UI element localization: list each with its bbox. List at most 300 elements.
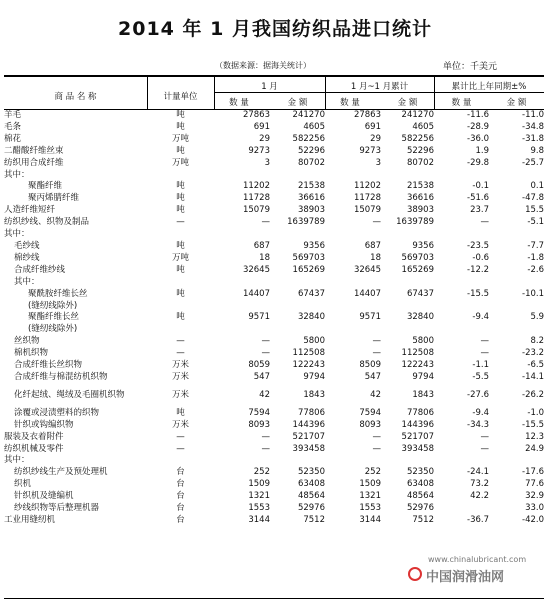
row-jan-qty: 3 [264, 157, 270, 168]
table-row [4, 467, 544, 479]
table-row [4, 503, 544, 515]
row-jan-amt: 393458 [292, 443, 325, 454]
row-jan-qty: 11728 [242, 193, 270, 204]
row-jan-amt: 9794 [303, 371, 325, 382]
row-yoy-amt [489, 324, 544, 336]
row-yoy-amt: -6.5 [527, 360, 544, 371]
row-name: 其中： [4, 229, 30, 240]
row-jan-qty: 9273 [248, 145, 270, 156]
table-row [4, 312, 544, 324]
row-cum-amt: 21538 [406, 181, 434, 192]
row-cum-amt [381, 170, 434, 182]
row-name: 其中： [4, 169, 30, 180]
row-cum-qty: 15079 [353, 205, 381, 216]
row-name: 合成纤维长丝织物 [14, 360, 83, 371]
table-row [4, 158, 544, 170]
table-row [4, 253, 544, 265]
row-name: 纺织纱线生产及预处理机 [14, 467, 108, 478]
table-row [4, 372, 544, 384]
row-cum-amt [381, 301, 434, 313]
row-cum-amt [381, 455, 434, 467]
row-jan-amt: 63408 [297, 479, 325, 490]
row-yoy-qty [434, 503, 489, 515]
row-cum-qty: 8509 [359, 360, 381, 371]
header-mid-rule [214, 92, 544, 93]
row-cum-amt: 52296 [406, 145, 434, 156]
row-unit: 吨 [176, 407, 185, 418]
row-yoy-qty: 73.2 [470, 479, 489, 490]
row-name: 服装及衣着附件 [4, 431, 64, 442]
row-jan-qty: 1553 [248, 503, 270, 514]
row-yoy-amt: 5.9 [530, 312, 544, 323]
header-yoy-qty: 数 量 [451, 98, 472, 108]
row-name: 毛纱线 [14, 240, 40, 251]
row-yoy-amt [489, 301, 544, 313]
table-row [4, 241, 544, 253]
row-cum-qty: 18 [370, 252, 381, 263]
row-cum-qty: 1553 [359, 503, 381, 514]
row-jan-amt: 52296 [297, 145, 325, 156]
row-jan-qty [214, 324, 270, 336]
unit-note: 单位：千美元 [443, 62, 498, 72]
row-cum-qty: 9273 [359, 145, 381, 156]
row-yoy-amt: 32.9 [525, 491, 544, 502]
row-cum-qty: — [372, 348, 381, 359]
row-unit: 吨 [176, 312, 185, 323]
row-yoy-amt [489, 455, 544, 467]
row-yoy-amt: -2.6 [527, 264, 544, 275]
row-cum-qty [325, 277, 381, 289]
watermark-logo-icon [408, 567, 422, 581]
row-name: 纺织用合成纤维 [4, 157, 64, 168]
row-jan-amt: 9356 [303, 240, 325, 251]
watermark-url: www.chinalubricant.com [428, 555, 527, 564]
table-row [4, 479, 544, 491]
row-yoy-amt: 77.6 [525, 479, 544, 490]
row-cum-qty: 547 [364, 371, 381, 382]
row-yoy-qty: -36.0 [467, 133, 489, 144]
table-row [4, 289, 544, 301]
table-row [4, 217, 544, 229]
row-jan-qty: 252 [253, 467, 270, 478]
row-yoy-qty: -29.8 [467, 157, 489, 168]
page-title: 2014 年 1 月我国纺织品进口统计 [118, 18, 432, 40]
row-unit: 万吨 [171, 252, 189, 263]
row-jan-qty: 8059 [248, 360, 270, 371]
table-top-rule [4, 75, 544, 77]
row-jan-amt: 48564 [297, 491, 325, 502]
row-cum-amt: 241270 [401, 110, 434, 120]
table-row [4, 146, 544, 158]
row-cum-amt [381, 229, 434, 241]
row-cum-qty [325, 229, 381, 241]
row-cum-amt: 77806 [406, 407, 434, 418]
table-row [4, 491, 544, 503]
row-cum-amt: 165269 [401, 264, 434, 275]
row-yoy-qty: -23.5 [467, 240, 489, 251]
row-cum-qty: 27863 [353, 110, 381, 120]
row-cum-amt: 122243 [401, 360, 434, 371]
import-stats-table [4, 110, 544, 527]
row-jan-qty [214, 301, 270, 313]
row-cum-amt: 1843 [412, 389, 434, 400]
row-yoy-qty [434, 324, 489, 336]
table-row [4, 515, 544, 527]
row-unit: 台 [176, 491, 185, 502]
row-jan-amt: 582256 [292, 133, 325, 144]
row-yoy-qty: -0.1 [472, 181, 489, 192]
table-row [4, 265, 544, 277]
row-jan-amt: 165269 [292, 264, 325, 275]
table-row [4, 181, 544, 193]
row-yoy-amt: -47.8 [522, 193, 544, 204]
row-unit: — [176, 443, 185, 454]
row-unit [147, 170, 214, 182]
row-yoy-amt [489, 170, 544, 182]
row-unit: 吨 [176, 205, 185, 216]
row-jan-qty: 42 [259, 389, 270, 400]
row-name: 聚酰胺纤维长丝 [28, 288, 88, 299]
row-jan-amt: 38903 [297, 205, 325, 216]
row-unit: 万米 [171, 371, 189, 382]
row-cum-qty: — [372, 336, 381, 347]
row-yoy-qty: 42.2 [470, 491, 489, 502]
row-yoy-amt: -15.5 [522, 419, 544, 430]
row-cum-qty: 687 [364, 240, 381, 251]
table-row [4, 122, 544, 134]
row-jan-qty: 691 [253, 121, 270, 132]
row-cum-qty [325, 170, 381, 182]
table-row [4, 384, 544, 408]
row-unit: 台 [176, 479, 185, 490]
row-cum-qty [325, 324, 381, 336]
row-jan-qty: 9571 [248, 312, 270, 323]
table-row [4, 277, 544, 289]
row-yoy-amt: -1.0 [527, 407, 544, 418]
row-name: 二醋酸纤维丝束 [4, 145, 64, 156]
row-unit: 台 [176, 503, 185, 514]
row-cum-amt: 9794 [412, 371, 434, 382]
row-yoy-qty [434, 301, 489, 313]
table-row [4, 301, 544, 313]
row-yoy-qty: -9.4 [472, 407, 489, 418]
row-yoy-qty: -15.5 [467, 288, 489, 299]
row-jan-amt: 7512 [303, 515, 325, 525]
row-jan-amt [270, 455, 325, 467]
row-yoy-amt: 12.3 [525, 431, 544, 442]
row-cum-amt: 32840 [406, 312, 434, 323]
row-jan-amt: 32840 [297, 312, 325, 323]
table-row [4, 432, 544, 444]
row-jan-qty: 7594 [248, 407, 270, 418]
row-yoy-qty [434, 277, 489, 289]
row-jan-amt: 67437 [297, 288, 325, 299]
row-unit: — [176, 348, 185, 359]
row-jan-qty: — [261, 443, 270, 454]
row-cum-amt: 1639789 [396, 217, 434, 228]
row-cum-amt: 112508 [401, 348, 434, 359]
row-cum-amt: 38903 [406, 205, 434, 216]
row-jan-qty: — [261, 348, 270, 359]
row-unit: 万米 [171, 389, 189, 400]
row-jan-qty [214, 277, 270, 289]
row-name: 棉机织物 [14, 348, 49, 359]
row-name: 聚丙烯腈纤维 [28, 193, 80, 204]
row-yoy-amt: -5.1 [527, 217, 544, 228]
table-row [4, 348, 544, 360]
data-source-note: （数据来源：据海关统计） [215, 61, 311, 70]
row-cum-amt [381, 277, 434, 289]
row-jan-qty: 29 [259, 133, 270, 144]
row-cum-amt: 63408 [406, 479, 434, 490]
row-cum-qty [325, 301, 381, 313]
row-name: 涂覆或浸渍塑料的织物 [14, 407, 100, 418]
row-yoy-qty: -11.6 [467, 110, 489, 120]
row-yoy-amt: -23.2 [522, 348, 544, 359]
row-yoy-qty: — [480, 443, 489, 454]
row-jan-amt [270, 229, 325, 241]
row-yoy-qty: — [480, 336, 489, 347]
row-jan-amt: 112508 [292, 348, 325, 359]
row-yoy-qty: -34.3 [467, 419, 489, 430]
watermark-brand: 中国润滑油网 [426, 570, 505, 585]
row-jan-qty: 14407 [242, 288, 270, 299]
row-jan-amt: 52976 [297, 503, 325, 514]
row-jan-qty: — [261, 336, 270, 347]
row-jan-qty: 11202 [242, 181, 270, 192]
row-yoy-amt: -34.8 [522, 121, 544, 132]
row-unit: 吨 [176, 181, 185, 192]
row-cum-qty: 29 [370, 133, 381, 144]
table-row [4, 193, 544, 205]
row-unit: 万吨 [171, 157, 189, 168]
row-cum-amt: 582256 [401, 133, 434, 144]
row-jan-amt [270, 277, 325, 289]
row-yoy-qty: -36.7 [467, 515, 489, 525]
row-name: 针织或钩编织物 [14, 419, 74, 430]
row-yoy-amt: -14.1 [522, 371, 544, 382]
row-cum-qty: 3144 [359, 515, 381, 525]
row-jan-amt: 5800 [303, 336, 325, 347]
row-name: 合成纤维与棉混纺机织物 [14, 371, 108, 382]
header-jan-qty: 数 量 [229, 98, 249, 108]
row-yoy-amt: 8.2 [530, 336, 544, 347]
row-cum-qty [325, 455, 381, 467]
row-yoy-qty: -28.9 [467, 121, 489, 132]
row-jan-amt: 80702 [297, 157, 325, 168]
row-jan-amt: 21538 [297, 181, 325, 192]
row-cum-amt: 52976 [406, 503, 434, 514]
row-jan-qty: 547 [253, 371, 270, 382]
row-yoy-qty: 23.7 [470, 205, 489, 216]
row-name: 纺织纱线、织物及制品 [4, 217, 90, 228]
row-name: 合成纤维纱线 [14, 264, 66, 275]
row-cum-amt: 7512 [412, 515, 434, 525]
row-cum-qty: — [372, 443, 381, 454]
row-cum-qty: 8093 [359, 419, 381, 430]
row-yoy-qty: — [480, 431, 489, 442]
row-unit: — [176, 336, 185, 347]
row-cum-qty: 9571 [359, 312, 381, 323]
row-name: 人造纤维短纤 [4, 205, 56, 216]
row-yoy-amt: 33.0 [525, 503, 544, 514]
row-jan-qty: 32645 [242, 264, 270, 275]
row-jan-qty: 18 [259, 252, 270, 263]
row-unit [147, 229, 214, 241]
row-cum-qty: 3 [375, 157, 381, 168]
table-row [4, 205, 544, 217]
row-cum-qty: 42 [370, 389, 381, 400]
row-unit: — [176, 217, 185, 228]
row-cum-qty: 7594 [359, 407, 381, 418]
row-yoy-amt: -25.7 [522, 157, 544, 168]
row-jan-qty: 15079 [242, 205, 270, 216]
row-name: 其中： [4, 455, 30, 466]
row-unit [147, 324, 214, 336]
row-yoy-amt: -10.1 [522, 288, 544, 299]
table-row [4, 134, 544, 146]
row-yoy-amt: -7.7 [527, 240, 544, 251]
row-jan-amt: 1639789 [287, 217, 325, 228]
table-row [4, 408, 544, 420]
row-cum-qty: 691 [364, 121, 381, 132]
row-yoy-amt: -1.8 [527, 252, 544, 263]
row-unit: 万米 [171, 419, 189, 430]
row-cum-amt: 9356 [412, 240, 434, 251]
row-cum-amt: 144396 [401, 419, 434, 430]
table-row [4, 444, 544, 456]
row-unit: 吨 [176, 288, 185, 299]
table-bottom-rule [4, 598, 544, 599]
row-jan-amt: 77806 [297, 407, 325, 418]
row-name: 聚酯纤维 [28, 181, 63, 192]
row-name: 化纤起绒、绳绒及毛圈机织物 [14, 389, 125, 400]
header-unit: 计量单位 [163, 92, 198, 102]
row-cum-amt: 569703 [401, 252, 434, 263]
row-jan-amt: 569703 [292, 252, 325, 263]
row-unit [147, 455, 214, 467]
row-unit: 吨 [176, 121, 185, 132]
row-cum-qty: 11728 [353, 193, 381, 204]
row-yoy-amt [489, 277, 544, 289]
row-cum-amt: 4605 [412, 121, 434, 132]
row-yoy-qty: -0.6 [472, 252, 489, 263]
table-row [4, 229, 544, 241]
row-unit [147, 301, 214, 313]
row-jan-amt: 1843 [303, 389, 325, 400]
row-name: 其中： [14, 276, 40, 287]
row-jan-qty: 687 [253, 240, 270, 251]
row-unit: 吨 [176, 145, 185, 156]
table-row [4, 324, 544, 336]
row-name: (缝纫线除外) [28, 300, 78, 311]
header-cumulative: 1 月~1 月累计 [350, 82, 409, 92]
row-cum-amt: 67437 [406, 288, 434, 299]
row-yoy-amt: 0.1 [530, 181, 544, 192]
table-row [4, 360, 544, 372]
row-name: 棉花 [4, 133, 22, 144]
row-cum-qty: 32645 [353, 264, 381, 275]
row-unit: 万米 [171, 360, 189, 371]
row-cum-qty: 1321 [359, 491, 381, 502]
row-yoy-amt: -42.0 [522, 515, 544, 525]
table-row [4, 420, 544, 432]
header-cum-amt: 金 额 [397, 98, 418, 108]
table-row [4, 110, 544, 122]
table-row [4, 336, 544, 348]
row-cum-amt: 48564 [406, 491, 434, 502]
row-yoy-amt: 15.5 [525, 205, 544, 216]
row-cum-amt: 393458 [401, 443, 434, 454]
row-cum-amt [381, 324, 434, 336]
row-jan-amt [270, 324, 325, 336]
row-yoy-qty: -12.2 [467, 264, 489, 275]
row-unit: 万吨 [171, 133, 189, 144]
row-jan-amt: 144396 [292, 419, 325, 430]
row-yoy-qty: — [480, 217, 489, 228]
row-cum-amt: 52350 [406, 467, 434, 478]
row-unit: 吨 [176, 264, 185, 275]
row-yoy-qty: -1.1 [472, 360, 489, 371]
row-yoy-qty [434, 455, 489, 467]
row-yoy-amt: -17.6 [522, 467, 544, 478]
header-yoy: 累计比上年同期±% [451, 82, 527, 92]
row-yoy-qty [434, 170, 489, 182]
row-jan-qty: 3144 [248, 515, 270, 525]
row-name: 丝织物 [14, 336, 40, 347]
row-jan-amt [270, 301, 325, 313]
row-name: 羊毛 [4, 110, 22, 120]
row-yoy-amt: -26.2 [522, 389, 544, 400]
row-jan-qty: 1509 [248, 479, 270, 490]
row-name: 纺织机械及零件 [4, 443, 64, 454]
row-jan-qty: 1321 [248, 491, 270, 502]
row-jan-amt [270, 170, 325, 182]
row-jan-amt: 36616 [297, 193, 325, 204]
row-cum-qty: 252 [364, 467, 381, 478]
row-name: 织机 [14, 479, 32, 490]
row-yoy-qty: -51.6 [467, 193, 489, 204]
row-name: 棉纱线 [14, 252, 40, 263]
header-name: 商 品 名 称 [54, 92, 97, 102]
row-unit: 吨 [176, 193, 185, 204]
row-jan-qty [214, 170, 270, 182]
row-unit [147, 277, 214, 289]
row-name: 工业用缝纫机 [4, 515, 56, 525]
row-unit: 吨 [176, 110, 185, 120]
row-cum-qty: — [372, 217, 381, 228]
row-jan-amt: 521707 [292, 431, 325, 442]
table-row [4, 170, 544, 182]
row-jan-qty: — [261, 431, 270, 442]
row-unit: 台 [176, 467, 185, 478]
row-jan-qty: 27863 [242, 110, 270, 120]
row-yoy-qty: 1.9 [475, 145, 489, 156]
row-unit: 吨 [176, 240, 185, 251]
row-yoy-amt: 24.9 [525, 443, 544, 454]
row-cum-qty: 11202 [353, 181, 381, 192]
row-unit: — [176, 431, 185, 442]
row-yoy-qty: -24.1 [467, 467, 489, 478]
row-yoy-amt [489, 229, 544, 241]
row-yoy-qty: — [480, 348, 489, 359]
row-cum-qty: — [372, 431, 381, 442]
table-row [4, 455, 544, 467]
header-cum-qty: 数 量 [340, 98, 360, 108]
row-yoy-amt: -31.8 [522, 133, 544, 144]
row-yoy-qty: -5.5 [472, 371, 489, 382]
row-cum-qty: 14407 [353, 288, 381, 299]
